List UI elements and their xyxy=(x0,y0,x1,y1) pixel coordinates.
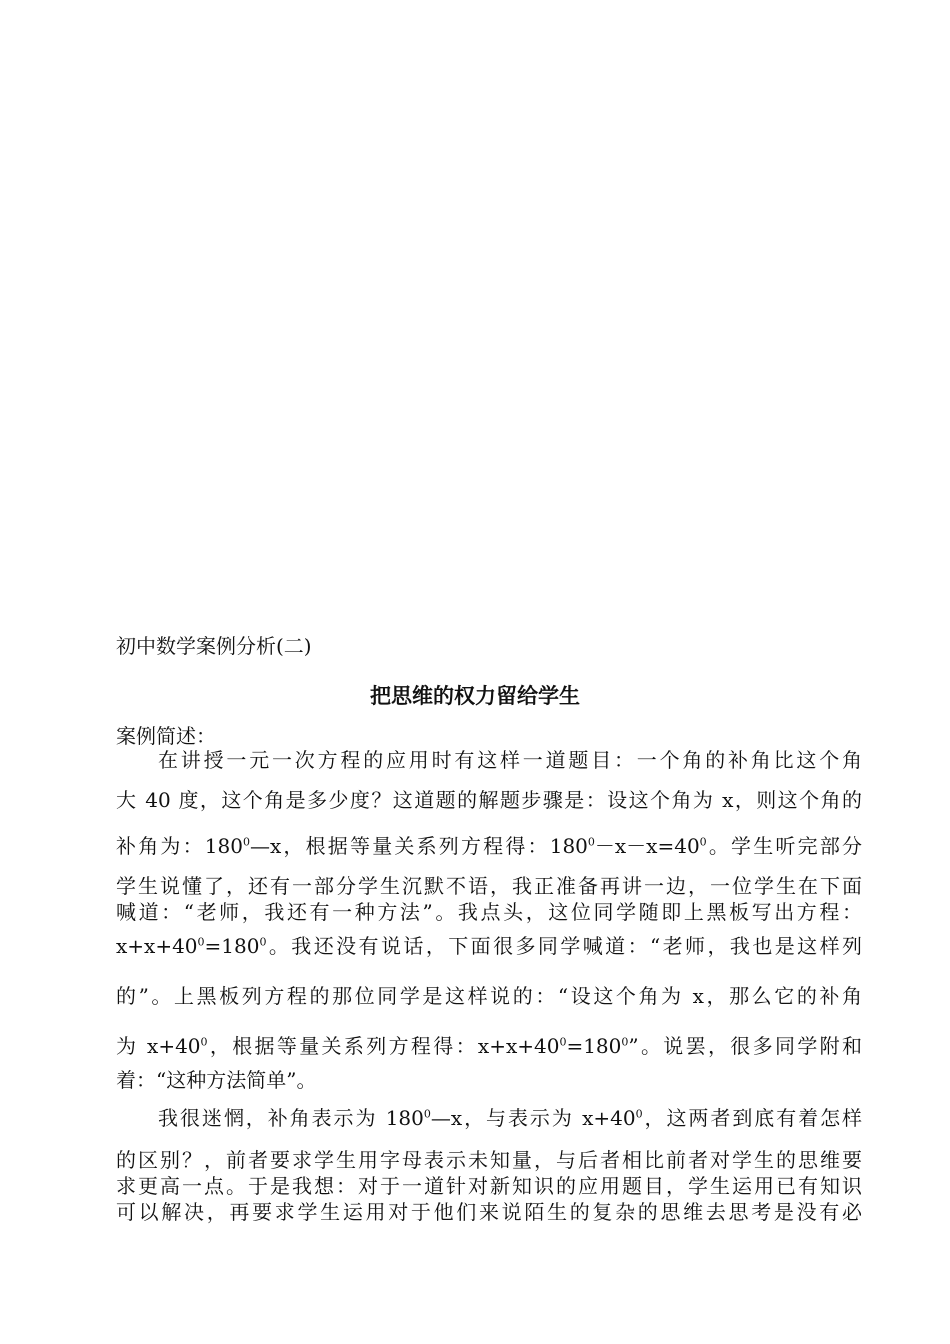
paragraph-line: 的区别？，前者要求学生用字母表示未知量，与后者相比前者对学生的思维要 xyxy=(116,1148,862,1172)
paragraph-line: 求更高一点。于是我想：对于一道针对新知识的应用题目，学生运用已有知识 xyxy=(116,1174,862,1198)
paragraph-line: 学生说懂了，还有一部分学生沉默不语，我正准备再讲一边，一位学生在下面 xyxy=(116,874,862,898)
paragraph-line: 喊道：“老师，我还有一种方法”。我点头，这位同学随即上黑板写出方程： xyxy=(116,900,862,924)
series-heading: 初中数学案例分析(二) xyxy=(116,634,312,658)
paragraph-line: 为 $x+40^0$，根据等量关系列方程得：$x+x+40^0=180^0$”。说罢，很多同学附和 xyxy=(116,1034,862,1058)
paragraph-line: 的”。上黑板列方程的那位同学是这样说的：“设这个角为 x，那么它的补角 xyxy=(116,984,862,1008)
paragraph-line: 补角为：$180^0—x$，根据等量关系列方程得：$180^0-x-x=40^0$。学生听完部分 xyxy=(116,834,863,858)
section-label: 案例简述： xyxy=(116,724,216,748)
paragraph-line: 我很迷惘，补角表示为 $180^0—x$，与表示为 $x+40^0$，这两者到底有着怎样 xyxy=(158,1106,863,1130)
paragraph-line: 在讲授一元一次方程的应用时有这样一道题目：一个角的补角比这个角 xyxy=(158,748,862,772)
paragraph-line: $x+x+40^0=180^0$。我还没有说话，下面很多同学喊道：“老师，我也是这样列 xyxy=(116,934,862,958)
paragraph-line: 大 40 度，这个角是多少度？这道题的解题步骤是：设这个角为 x，则这个角的 xyxy=(116,788,862,812)
document-title: 把思维的权力留给学生 xyxy=(370,684,580,708)
paragraph-line: 可以解决，再要求学生运用对于他们来说陌生的复杂的思维去思考是没有必 xyxy=(116,1200,862,1224)
paragraph-line: 着：“这种方法简单”。 xyxy=(116,1068,317,1092)
